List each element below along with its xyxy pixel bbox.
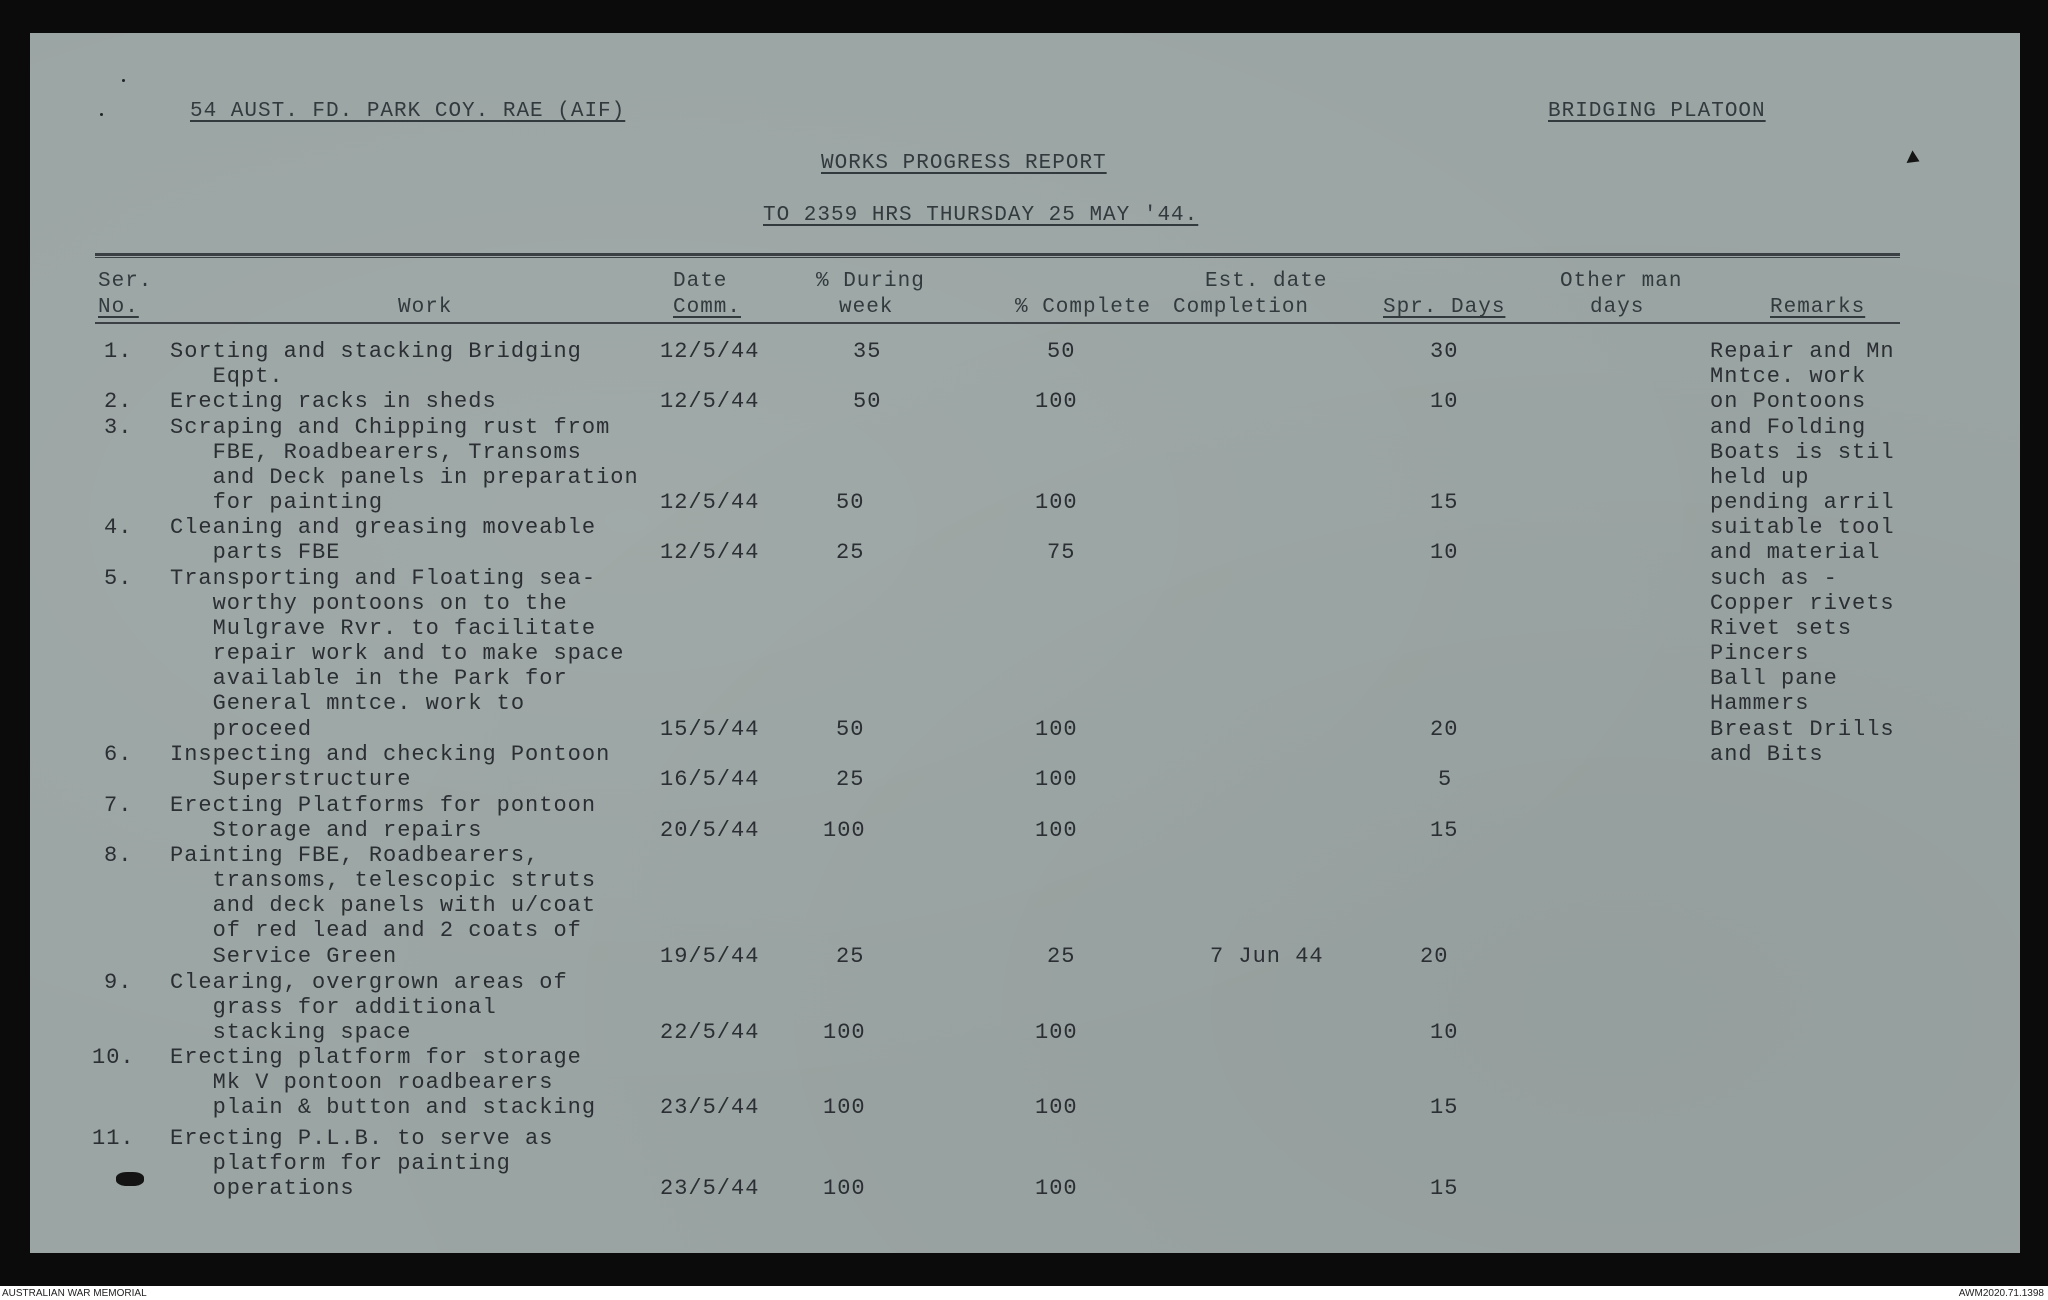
remarks-line: suitable tool <box>1710 515 1895 540</box>
remarks-line: Ball pane <box>1710 666 1838 691</box>
row-3-work-2: FBE, Roadbearers, Transoms <box>170 440 582 465</box>
row-5-complete: 100 <box>1035 717 1078 742</box>
pointer-mark <box>1907 150 1923 167</box>
remarks-line: Breast Drills <box>1710 717 1895 742</box>
row-2-work-1: Erecting racks in sheds <box>170 389 497 414</box>
col-other-line1: Other man <box>1560 270 1683 293</box>
row-1-work-1: Sorting and stacking Bridging <box>170 339 582 364</box>
row-4-spr: 10 <box>1430 540 1459 565</box>
row-11-complete: 100 <box>1035 1176 1078 1201</box>
row-7-spr: 15 <box>1430 818 1459 843</box>
row-10-during: 100 <box>823 1095 866 1120</box>
row-6-no: 6. <box>104 742 133 767</box>
row-4-work-1: Cleaning and greasing moveable <box>170 515 597 540</box>
row-1-date: 12/5/44 <box>660 339 760 364</box>
row-10-complete: 100 <box>1035 1095 1078 1120</box>
row-8-work-2: transoms, telescopic struts <box>170 868 597 893</box>
archive-reference: AWM2020.71.1398 <box>1958 1288 2044 1299</box>
row-1-during: 35 <box>853 339 882 364</box>
row-8-work-5: Service Green <box>170 944 398 969</box>
row-7-work-2: Storage and repairs <box>170 818 483 843</box>
remarks-line: Rivet sets <box>1710 616 1853 641</box>
row-4-work-2: parts FBE <box>170 540 341 565</box>
row-10-work-1: Erecting platform for storage <box>170 1045 582 1070</box>
remarks-line: on Pontoons <box>1710 389 1867 414</box>
remarks-line: Hammers <box>1710 691 1810 716</box>
header-top-rule <box>95 253 1900 256</box>
row-5-no: 5. <box>104 566 133 591</box>
row-8-no: 8. <box>104 843 133 868</box>
paper-speck <box>122 79 125 82</box>
col-during-line2: week <box>839 296 894 319</box>
ink-blot <box>116 1172 144 1186</box>
row-5-work-3: Mulgrave Rvr. to facilitate <box>170 616 597 641</box>
col-est-line2: Completion <box>1173 296 1310 319</box>
row-8-est: 7 Jun 44 <box>1210 944 1324 969</box>
row-8-complete: 25 <box>1047 944 1076 969</box>
col-work: Work <box>398 296 453 319</box>
header-top-rule-2 <box>95 257 1900 258</box>
col-spr-days: Spr. Days <box>1383 296 1506 319</box>
row-7-during: 100 <box>823 818 866 843</box>
row-3-during: 50 <box>836 490 865 515</box>
row-7-work-1: Erecting Platforms for pontoon <box>170 793 597 818</box>
row-10-no: 10. <box>92 1045 135 1070</box>
row-1-work-2: Eqpt. <box>170 364 284 389</box>
row-1-spr: 30 <box>1430 339 1459 364</box>
remarks-line: pending arril <box>1710 490 1895 515</box>
remarks-line: Mntce. work <box>1710 364 1867 389</box>
row-9-work-2: grass for additional <box>170 995 497 1020</box>
row-1-complete: 50 <box>1047 339 1076 364</box>
row-3-date: 12/5/44 <box>660 490 760 515</box>
row-3-no: 3. <box>104 415 133 440</box>
row-4-no: 4. <box>104 515 133 540</box>
row-5-date: 15/5/44 <box>660 717 760 742</box>
row-4-date: 12/5/44 <box>660 540 760 565</box>
col-date-line2: Comm. <box>673 296 742 319</box>
remarks-line: and Folding <box>1710 415 1867 440</box>
row-7-no: 7. <box>104 793 133 818</box>
report-period: TO 2359 HRS THURSDAY 25 MAY '44. <box>763 204 1199 227</box>
row-5-during: 50 <box>836 717 865 742</box>
row-5-spr: 20 <box>1430 717 1459 742</box>
col-ser-line2: No. <box>98 296 139 319</box>
row-2-complete: 100 <box>1035 389 1078 414</box>
row-2-during: 50 <box>853 389 882 414</box>
col-during-line1: % During <box>816 270 925 293</box>
row-7-date: 20/5/44 <box>660 818 760 843</box>
row-5-work-6: General mntce. work to <box>170 691 526 716</box>
row-8-work-3: and deck panels with u/coat <box>170 893 597 918</box>
row-5-work-4: repair work and to make space <box>170 641 625 666</box>
row-8-work-4: of red lead and 2 coats of <box>170 918 582 943</box>
remarks-line: Copper rivets <box>1710 591 1895 616</box>
row-9-no: 9. <box>104 970 133 995</box>
row-9-complete: 100 <box>1035 1020 1078 1045</box>
row-3-spr: 15 <box>1430 490 1459 515</box>
row-8-during: 25 <box>836 944 865 969</box>
row-5-work-5: available in the Park for <box>170 666 568 691</box>
row-10-work-3: plain & button and stacking <box>170 1095 597 1120</box>
remarks-line: Repair and Mn <box>1710 339 1895 364</box>
header-bottom-rule <box>95 322 1900 324</box>
row-9-during: 100 <box>823 1020 866 1045</box>
row-2-date: 12/5/44 <box>660 389 760 414</box>
row-8-work-1: Painting FBE, Roadbearers, <box>170 843 540 868</box>
row-5-work-7: proceed <box>170 717 313 742</box>
row-8-date: 19/5/44 <box>660 944 760 969</box>
row-6-date: 16/5/44 <box>660 767 760 792</box>
unit-title: 54 AUST. FD. PARK COY. RAE (AIF) <box>190 100 626 123</box>
col-ser-line1: Ser. <box>98 270 153 293</box>
row-11-no: 11. <box>92 1126 135 1151</box>
row-9-spr: 10 <box>1430 1020 1459 1045</box>
row-11-date: 23/5/44 <box>660 1176 760 1201</box>
remarks-line: and material <box>1710 540 1881 565</box>
row-3-work-1: Scraping and Chipping rust from <box>170 415 611 440</box>
remarks-line: Pincers <box>1710 641 1810 666</box>
col-date-line1: Date <box>673 270 728 293</box>
row-11-work-2: platform for painting <box>170 1151 511 1176</box>
row-3-work-3: and Deck panels in preparation <box>170 465 639 490</box>
row-10-spr: 15 <box>1430 1095 1459 1120</box>
platoon-title: BRIDGING PLATOON <box>1548 100 1766 123</box>
row-5-work-1: Transporting and Floating sea- <box>170 566 597 591</box>
remarks-line: held up <box>1710 465 1810 490</box>
remarks-line: such as - <box>1710 566 1838 591</box>
row-9-work-1: Clearing, overgrown areas of <box>170 970 568 995</box>
row-8-spr: 20 <box>1420 944 1449 969</box>
row-6-during: 25 <box>836 767 865 792</box>
remarks-line: Boats is stil <box>1710 440 1895 465</box>
document-sheet <box>30 33 2020 1253</box>
row-11-work-3: operations <box>170 1176 355 1201</box>
report-title: WORKS PROGRESS REPORT <box>821 152 1107 175</box>
row-9-work-3: stacking space <box>170 1020 412 1045</box>
row-6-spr: 5 <box>1438 767 1453 792</box>
row-6-work-2: Superstructure <box>170 767 412 792</box>
row-9-date: 22/5/44 <box>660 1020 760 1045</box>
row-7-complete: 100 <box>1035 818 1078 843</box>
remarks-line: and Bits <box>1710 742 1824 767</box>
col-complete: % Complete <box>1015 296 1152 319</box>
row-1-no: 1. <box>104 339 133 364</box>
row-11-during: 100 <box>823 1176 866 1201</box>
row-4-during: 25 <box>836 540 865 565</box>
row-6-complete: 100 <box>1035 767 1078 792</box>
row-3-complete: 100 <box>1035 490 1078 515</box>
row-4-complete: 75 <box>1047 540 1076 565</box>
paper-speck <box>100 113 103 116</box>
row-10-work-2: Mk V pontoon roadbearers <box>170 1070 554 1095</box>
col-est-line1: Est. date <box>1205 270 1328 293</box>
row-11-work-1: Erecting P.L.B. to serve as <box>170 1126 554 1151</box>
col-remarks: Remarks <box>1770 296 1866 319</box>
col-other-line2: days <box>1590 296 1645 319</box>
row-6-work-1: Inspecting and checking Pontoon <box>170 742 611 767</box>
row-11-spr: 15 <box>1430 1176 1459 1201</box>
row-3-work-4: for painting <box>170 490 384 515</box>
row-2-no: 2. <box>104 389 133 414</box>
row-10-date: 23/5/44 <box>660 1095 760 1120</box>
row-5-work-2: worthy pontoons on to the <box>170 591 568 616</box>
row-2-spr: 10 <box>1430 389 1459 414</box>
archive-credit: AUSTRALIAN WAR MEMORIAL <box>2 1288 147 1299</box>
